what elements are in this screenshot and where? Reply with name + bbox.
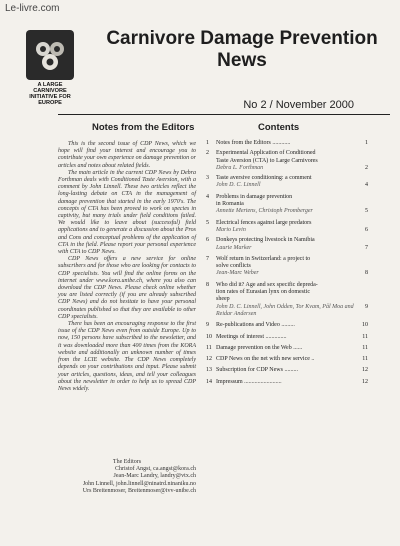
toc-entry-title: Experimental Application of Conditioned [216, 150, 316, 157]
toc-entry-title: Notes from the Editors ............ [216, 140, 291, 146]
toc-entry[interactable] [206, 282, 368, 318]
toc-entry-title: Taste Aversion (CTA) to Large Carnivores [216, 157, 318, 164]
toc-entry-number: 5 [206, 219, 209, 226]
toc-entry-page: 1 [365, 140, 368, 146]
toc-entry-title: CDP News on the net with new service .. [216, 356, 315, 363]
header-rule [58, 114, 390, 115]
notes-paragraph: CDP News offers a new service for online subscribers and for those who are looking for contacts to CDP specialists. You will find the online forms on the internet under www.kora.unibe.ch, where you also can download the CDP News. Please check online whether you are listed correctly (if you are already subscribed CDP News) and do not hesitate to have your personal coordinates published so that they are available to other CDP specialists. [58, 256, 196, 320]
notes-paragraph: The main article in the current CDP News by Debra Forthman deals with Conditioned Taste Aversion, with a comment by John Linnell. These two articles reflect the long-lasting debate on CTA in the management of damage prevention that started in the early 1970's. The concepts of CTA has been proved to work on species in captivity, but many trials under field conditions failed. We would like to leave about (successful) field applications and to generate a discussion about the Pros and Cons and conceptual problems of the application of CTA in the field. Please report your personal experience with CTA to CDP News. [58, 169, 196, 256]
toc-entry[interactable] [206, 194, 368, 216]
editors-label: The Editors [112, 459, 142, 465]
toc-entry-page: 2 [365, 164, 368, 171]
toc-entry-title: solve conflicts [216, 263, 251, 270]
editors-signature [58, 459, 196, 495]
toc-entry-title: Impressum ......................... [216, 378, 282, 385]
table-of-contents [206, 140, 368, 386]
toc-entry-authors: John D. C. Linnell [216, 182, 261, 189]
newsletter-title: Carnivore Damage Prevention News [106, 28, 378, 71]
toc-entry-number: 13 [206, 367, 212, 374]
toc-entry-number: 3 [206, 175, 209, 182]
toc-entry-authors: John D. C. Linnell, John Odden, Tor Kvam, Pål Moa and Reidar Andersen [216, 303, 354, 317]
toc-entry-number: 4 [206, 193, 209, 200]
toc-entry[interactable] [206, 379, 368, 386]
toc-entry-number: 11 [206, 344, 212, 351]
toc-entry-page: 7 [365, 244, 368, 251]
carnivores-logo-icon [26, 30, 74, 80]
toc-entry-title: Donkeys protecting livestock in Namibia [216, 237, 315, 244]
toc-entry-title: tion rates of Eurasian lynx on domestic [216, 289, 310, 296]
contents-heading: Contents [258, 122, 300, 133]
toc-entry-title: Wolf return in Switzerland: a project to [216, 255, 311, 262]
toc-entry-page: 9 [365, 303, 368, 310]
notes-paragraph: There has been an encouraging response to the first issue of the CDP News even from outside Europe. Up to now, 150 persons have subscribed to the newsletter, and it was downloaded more than 400 times from the KORA website and additionally an unknown number of times from the LCIE website. The CDP News completely depends on your contributions and input. Please submit your articles, questions, ideas, and tell your colleagues about the newsletter in order to help us to spread CDP News widely. [58, 321, 196, 392]
toc-entry[interactable] [206, 175, 368, 190]
notes-paragraph: This is the second issue of CDP News, which we hope will find your interest and encourage you to contribute your own experience on damage prevention or articles and notes about related fields. [58, 141, 196, 169]
toc-entry-number: 12 [206, 356, 212, 363]
toc-entry-page: 11 [362, 333, 368, 340]
notes-heading: Notes from the Editors [92, 122, 195, 133]
toc-entry-page: 8 [365, 270, 368, 277]
toc-entry-page: 4 [365, 182, 368, 189]
toc-entry[interactable] [206, 220, 368, 235]
toc-entry-page: 12 [362, 378, 368, 385]
toc-entry[interactable] [206, 150, 368, 172]
toc-entry[interactable] [206, 367, 368, 374]
toc-entry-page: 11 [362, 356, 368, 363]
toc-entry-authors: Mario Levin [216, 226, 246, 233]
toc-entry[interactable] [206, 256, 368, 278]
toc-entry-title: Taste aversive conditioning: a comment [216, 175, 312, 182]
toc-entry-number: 14 [206, 378, 212, 385]
toc-entry-authors: Annette Mertens, Christoph Promberger [216, 208, 313, 215]
toc-entry[interactable] [206, 140, 368, 147]
toc-entry[interactable] [206, 356, 368, 363]
toc-entry-title: Problems in damage prevention [216, 193, 293, 200]
toc-entry-title: Subscription for CDP News ......... [216, 367, 298, 374]
editor-line: Jean-Marc Landry, landry@vtx.ch [113, 473, 196, 480]
toc-entry-title: sheep [216, 296, 230, 303]
editor-line: Urs Breitenmoser, Breitenmoser@ivv-unibe.ch [82, 487, 196, 494]
toc-entry-title: in Romania [216, 201, 244, 208]
toc-entry-number: 9 [206, 322, 209, 329]
toc-entry-page: 6 [365, 226, 368, 233]
toc-entry-number: 8 [206, 281, 209, 288]
toc-entry[interactable] [206, 237, 368, 252]
toc-entry[interactable] [206, 334, 368, 341]
editor-line: John Linnell, john.linnell@ninatrd.ninaniku.no [82, 480, 196, 487]
toc-entry-authors: Jean-Marc Weber [216, 270, 259, 277]
toc-entry-title: Damage prevention on the Web ...... [216, 344, 303, 351]
toc-entry-authors: Laurie Marker [216, 244, 252, 251]
logo-caption: A LARGE CARNIVORE INITIATIVE FOR EUROPE [29, 82, 71, 106]
toc-entry-title: Who did it? Age and sex specific depreda- [216, 281, 318, 288]
toc-entry[interactable] [206, 345, 368, 352]
editor-line: Christof Angst, ca.angst@kora.ch [114, 466, 196, 473]
toc-entry-page: 10 [362, 322, 368, 329]
lcie-logo [26, 30, 74, 106]
toc-entry[interactable] [206, 322, 368, 329]
toc-entry-number: 1 [206, 140, 209, 146]
toc-entry-page: 5 [365, 208, 368, 215]
toc-entry-title: Re-publications and Video ......... [216, 322, 295, 329]
toc-entry-page: 12 [362, 367, 368, 374]
seller-watermark: Le-livre.com [5, 3, 60, 14]
toc-entry-number: 7 [206, 255, 209, 262]
toc-entry-number: 6 [206, 237, 209, 244]
toc-entry-page: 11 [362, 344, 368, 351]
notes-column [58, 141, 196, 393]
toc-entry-authors: Debra L. Forthman [216, 164, 264, 171]
toc-entry-number: 2 [206, 150, 209, 157]
toc-entry-title: Meetings of interest .............. [216, 333, 287, 340]
toc-entry-title: Electrical fences against large predators [216, 219, 312, 226]
toc-entry-number: 10 [206, 333, 212, 340]
issue-number: No 2 / November 2000 [243, 99, 354, 111]
